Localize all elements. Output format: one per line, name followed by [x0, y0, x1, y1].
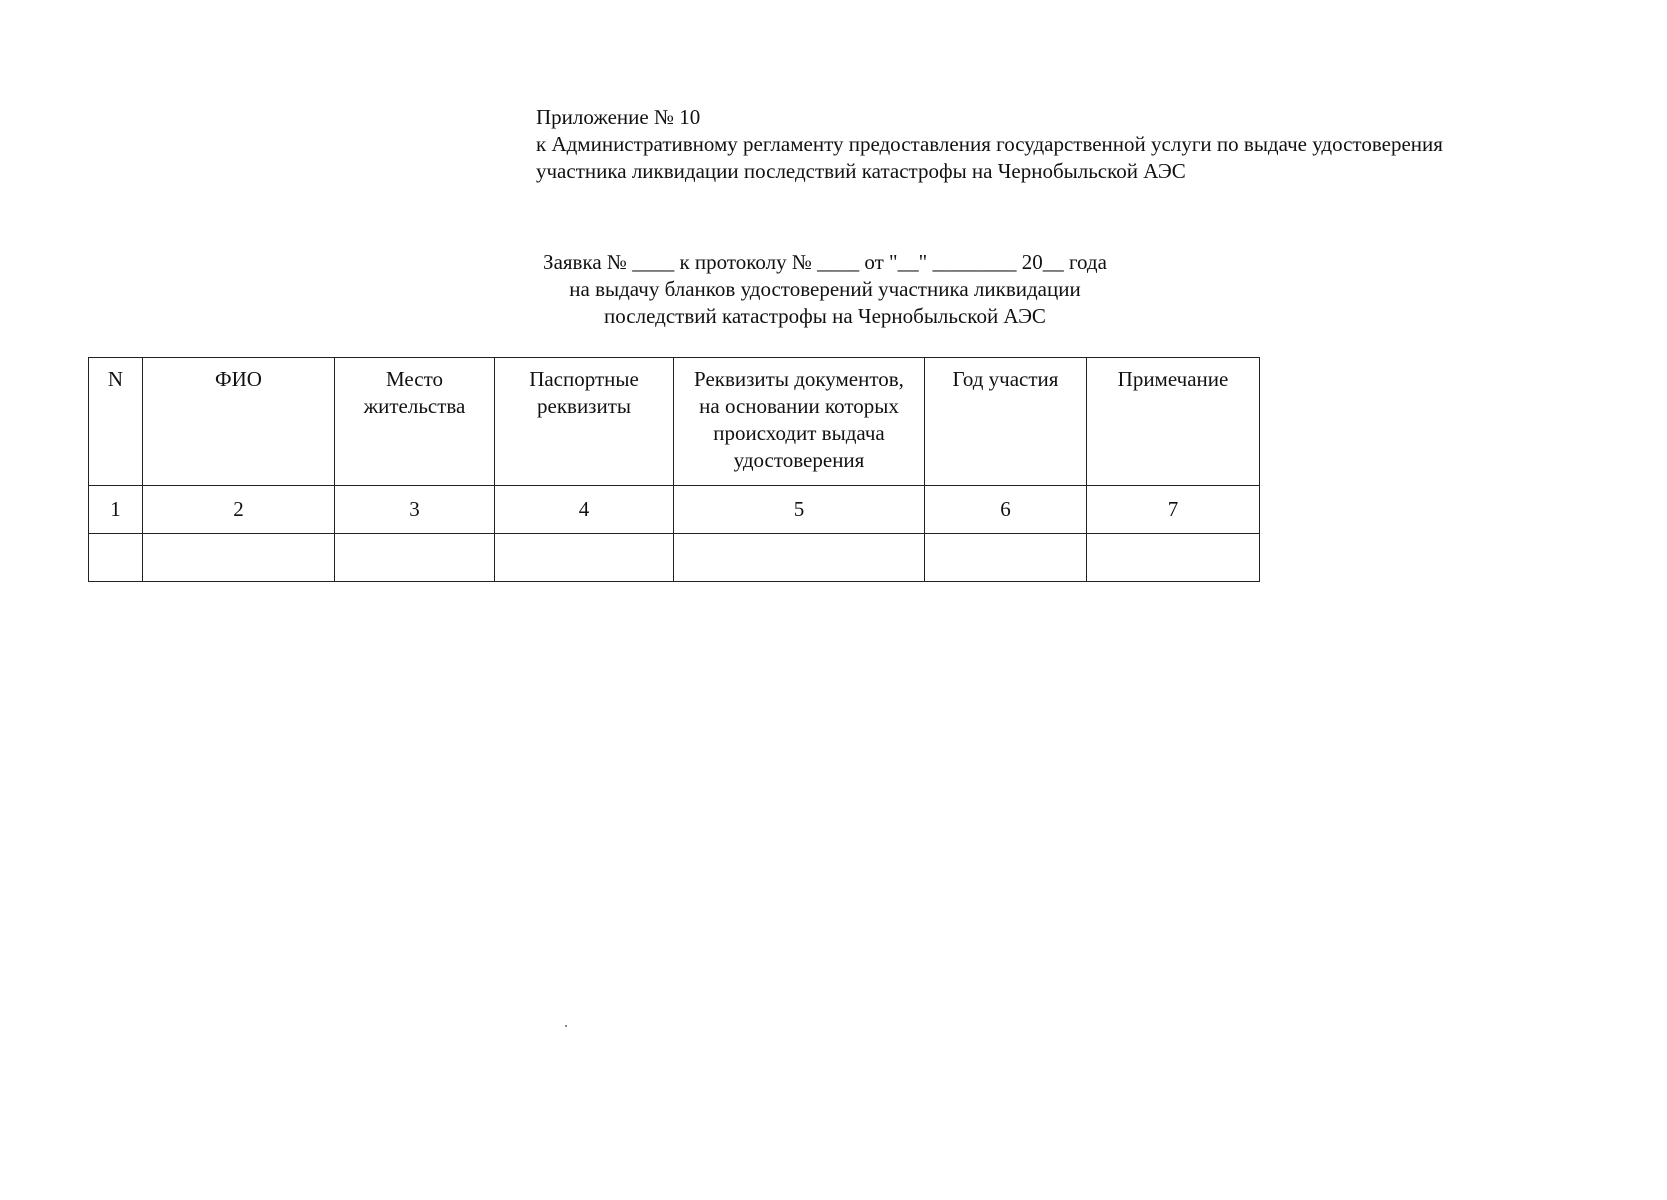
- empty-cell: [143, 534, 335, 582]
- empty-cell: [925, 534, 1087, 582]
- header-residence: Место жительства: [335, 358, 495, 486]
- table-header-row: [89, 358, 1260, 486]
- appendix-number: Приложение № 10: [536, 105, 701, 129]
- empty-cell: [495, 534, 674, 582]
- request-form-table: [88, 357, 1260, 582]
- empty-cell: [674, 534, 925, 582]
- header-full-name: ФИО: [143, 358, 335, 486]
- empty-cell: [335, 534, 495, 582]
- request-title-line-1: Заявка № ____ к протоколу № ____ от "__" ________ 20__ года: [543, 250, 1107, 274]
- request-title: [340, 249, 1310, 330]
- appendix-heading: [536, 104, 1443, 185]
- empty-cell: [89, 534, 143, 582]
- request-title-line-3: последствий катастрофы на Чернобыльской АЭС: [604, 304, 1046, 328]
- column-number-cell: 1: [89, 486, 143, 534]
- column-number-cell: 5: [674, 486, 925, 534]
- empty-entry-row: [89, 534, 1260, 582]
- column-number-cell: 3: [335, 486, 495, 534]
- header-passport-details: Паспортные реквизиты: [495, 358, 674, 486]
- column-number-cell: 4: [495, 486, 674, 534]
- header-number: N: [89, 358, 143, 486]
- appendix-reference-line-2: участника ликвидации последствий катастрофы на Чернобыльской АЭС: [536, 159, 1186, 183]
- appendix-reference-line-1: к Административному регламенту предоставления государственной услуги по выдаче удостоверения: [536, 132, 1443, 156]
- empty-cell: [1087, 534, 1260, 582]
- column-number-cell: 6: [925, 486, 1087, 534]
- column-number-cell: 2: [143, 486, 335, 534]
- header-participation-year: Год участия: [925, 358, 1087, 486]
- column-number-row: [89, 486, 1260, 534]
- request-title-line-2: на выдачу бланков удостоверений участника ликвидации: [569, 277, 1081, 301]
- column-number-cell: 7: [1087, 486, 1260, 534]
- header-note: Примечание: [1087, 358, 1260, 486]
- header-document-details: Реквизиты документов, на основании которых происходит выдача удостоверения: [674, 358, 925, 486]
- scan-speck: [565, 1025, 567, 1027]
